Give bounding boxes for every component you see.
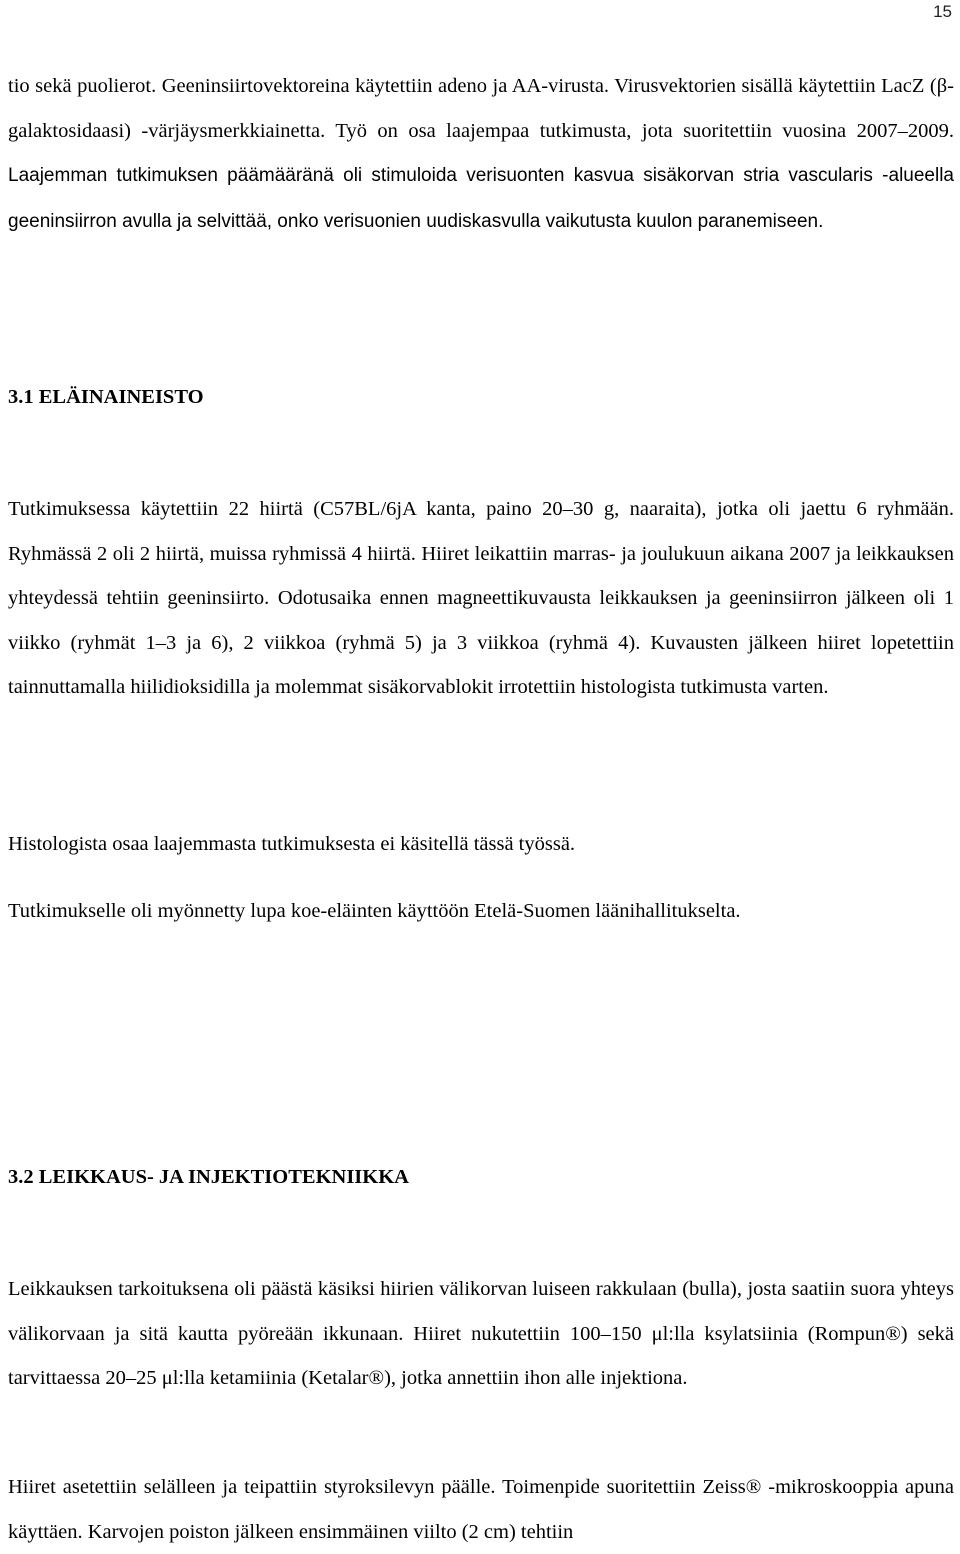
intro-sans-text: Laajemman tutkimuksen päämääränä oli stimuloida verisuonten kasvua sisäkorvan stria vascularis -alueella geeninsiirron avulla ja selvittää, onko verisuonien uudiskasvulla vaikutusta kuulon paranemiseen. (8, 165, 954, 232)
permit-paragraph-text: Tutkimukselle oli myönnetty lupa koe-eläinten käyttöön Etelä-Suomen läänihallitukselta. (8, 900, 741, 922)
surgery-paragraph (8, 1267, 954, 1401)
permit-paragraph (8, 897, 954, 925)
positioning-paragraph (8, 1465, 954, 1554)
intro-serif-text: tio sekä puolierot. Geeninsiirtovektoreina käytettiin adeno ja AA-virusta. Virusvektorien sisällä käytettiin LacZ (β-galaktosidaasi) -värjäysmerkkiainetta. Työ on osa laajempaa tutkimusta, jota suoritettiin vuosina 2007–2009. (8, 75, 954, 142)
surgery-paragraph-text: Leikkauksen tarkoituksena oli päästä käsiksi hiirien välikorvan luiseen rakkulaan (bulla), josta saatiin suora yhteys välikorvaan ja sitä kautta pyöreään ikkunaan. Hiiret nukutettiin 100–150 μl:lla ksylatsiinia (Rompun®) sekä tarvittaessa 20–25 μl:lla ketamiinia (Ketalar®), jotka annettiin ihon alle injektiona. (8, 1278, 954, 1389)
histology-paragraph (8, 830, 954, 858)
animals-paragraph (8, 487, 954, 710)
histology-paragraph-text: Histologista osaa laajemmasta tutkimuksesta ei käsitellä tässä työssä. (8, 833, 576, 855)
intro-paragraph (8, 64, 954, 244)
section-heading-3-2 (8, 1163, 954, 1191)
animals-paragraph-text: Tutkimuksessa käytettiin 22 hiirtä (C57BL/6jA kanta, paino 20–30 g, naaraita), jotka oli jaettu 6 ryhmään. Ryhmässä 2 oli 2 hiirtä, muissa ryhmissä 4 hiirtä. Hiiret leikattiin marras- ja joulukuun aikana 2007 ja leikkauksen yhteydessä tehtiin geeninsiirto. Odotusaika ennen magneettikuvausta leikkauksen ja geeninsiirron jälkeen oli 1 viikko (ryhmät 1–3 ja 6), 2 viikkoa (ryhmä 5) ja 3 viikkoa (ryhmä 4). Kuvausten jälkeen hiiret lopetettiin tainnuttamalla hiilidioksidilla ja molemmat sisäkorvablokit irrotettiin histologista tutkimusta varten. (8, 498, 954, 698)
section-heading-3-2-text: 3.2 LEIKKAUS- JA INJEKTIOTEKNIIKKA (8, 1166, 409, 1188)
positioning-paragraph-text: Hiiret asetettiin selälleen ja teipattiin styroksilevyn päälle. Toimenpide suoritettiin Zeiss® -mikroskooppia apuna käyttäen. Karvojen poiston jälkeen ensimmäinen viilto (2 cm) tehtiin (8, 1476, 954, 1543)
section-heading-3-1-text: 3.1 ELÄINAINEISTO (8, 386, 204, 408)
section-heading-3-1 (8, 383, 954, 411)
page-number: 15 (933, 2, 952, 21)
